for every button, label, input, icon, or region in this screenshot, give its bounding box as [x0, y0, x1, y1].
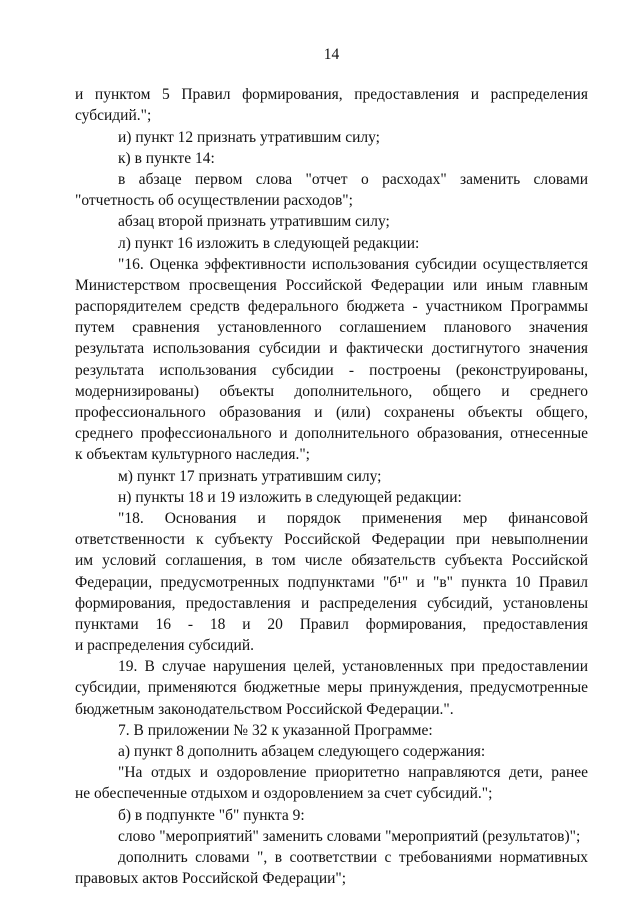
text-line: модернизированы) объекты дополнительного, общего и среднего	[75, 382, 588, 400]
text-line: и пунктом 5 Правил формирования, предоставления и распределения	[75, 86, 588, 104]
document-body	[75, 84, 588, 889]
text-line: л) пункт 16 изложить в следующей редакции:	[118, 234, 420, 252]
text-line: Федерации, предусмотренных подпунктами "б¹" и "в" пункта 10 Правил	[75, 573, 588, 591]
text-line: "16. Оценка эффективности использования субсидии осуществляется	[118, 255, 588, 273]
text-line: "На отдых и оздоровление приоритетно направляются дети, ранее	[118, 764, 588, 782]
text-line: правовых актов Российской Федерации";	[75, 870, 347, 888]
text-line: "18. Основания и порядок применения мер финансовой	[118, 509, 588, 527]
text-line: б) в подпункте "б" пункта 9:	[118, 806, 305, 824]
text-line: дополнить словами ", в соответствии с требованиями нормативных	[118, 848, 588, 866]
text-line: м) пункт 17 признать утратившим силу;	[118, 467, 382, 485]
text-line: результата использования субсидии - построены (реконструированы,	[75, 361, 588, 379]
text-line: им условий соглашения, в том числе обязательств субъекта Российской	[75, 552, 588, 570]
text-line: и) пункт 12 признать утратившим силу;	[118, 128, 380, 146]
text-line: к объектам культурного наследия.";	[75, 446, 310, 464]
text-line: 7. В приложении № 32 к указанной Программе:	[118, 721, 433, 739]
text-line: распорядителем средств федерального бюджета - участником Программы	[75, 298, 588, 316]
text-line: в абзаце первом слова "отчет о расходах" заменить словами	[118, 170, 588, 188]
text-line: слово "мероприятий" заменить словами "мероприятий (результатов)";	[118, 827, 581, 845]
text-line: пунктами 16 - 18 и 20 Правил формирования, предоставления	[75, 615, 588, 633]
text-line: субсидий.";	[75, 107, 152, 125]
text-line: "отчетность об осуществлении расходов";	[75, 192, 353, 210]
text-line: не обеспеченные отдыхом и оздоровлением за счет субсидий.";	[75, 785, 493, 803]
text-line: и распределения субсидий.	[75, 637, 255, 655]
text-line: формирования, предоставления и распределения субсидий, установлены	[75, 594, 588, 612]
text-line: 19. В случае нарушения целей, установленных при предоставлении	[118, 658, 588, 676]
text-line: субсидии, применяются бюджетные меры принуждения, предусмотренные	[75, 679, 588, 697]
text-line: абзац второй признать утратившим силу;	[118, 213, 390, 231]
text-line: путем сравнения установленного соглашением планового значения	[75, 319, 588, 337]
text-line: бюджетным законодательством Российской Федерации.".	[75, 700, 454, 718]
page-number: 14	[323, 46, 340, 63]
text-line: ответственности к субъекту Российской Федерации при невыполнении	[75, 531, 588, 549]
text-line: к) в пункте 14:	[118, 149, 215, 167]
text-line: профессионального образования и (или) сохранены объекты общего,	[75, 404, 588, 422]
text-line: результата использования субсидии и фактически достигнутого значения	[75, 340, 588, 358]
text-line: н) пункты 18 и 19 изложить в следующей редакции:	[118, 488, 462, 506]
text-line: Министерством просвещения Российской Федерации или иным главным	[75, 276, 588, 294]
text-line: среднего профессионального и дополнительного образования, отнесенные	[75, 425, 588, 443]
text-line: а) пункт 8 дополнить абзацем следующего содержания:	[118, 743, 486, 761]
